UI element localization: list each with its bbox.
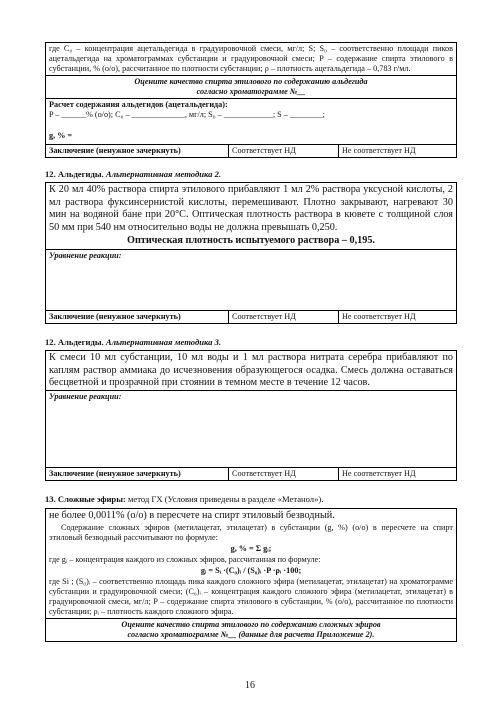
section-13-method: метод ГХ (Условия приведены в разделе «Метанол»). bbox=[127, 494, 324, 505]
complies-option[interactable]: Соответствует НД bbox=[229, 311, 339, 323]
reaction-label: Уравнение реакции: bbox=[49, 392, 122, 402]
optical-density-result: Оптическая плотность испытуемого раствора – 0,195. bbox=[127, 235, 375, 247]
calc-title: Расчет содержания альдегидов (ацетальдегида): bbox=[49, 100, 228, 109]
assessment-line-2: согласно хроматограмме №__ (данные для расчета Приложение 2). bbox=[127, 630, 375, 640]
section-12b-heading bbox=[45, 337, 457, 347]
assessment-line-2: согласно хроматограмме №__ bbox=[196, 87, 306, 96]
conclusion-row bbox=[46, 467, 456, 480]
conclusion-row bbox=[46, 310, 456, 323]
complies-option[interactable]: Соответствует НД bbox=[229, 468, 339, 480]
definitions-paragraph: где C₀ – концентрация ацетальдегида в градуировочной смеси, мг/л; S; S₀ – соответственно площади пиков ацетальдегида на хроматограммах субстанции и градуировочной смеси; P – содержание спирта этилового в субстанции, % (о/о), рассчитанное по плотности субстанции; ρ – плотность ацетальдегида – 0,783 г/мл. bbox=[49, 44, 453, 73]
formula-sum: g, % = Σ gᵢ; bbox=[230, 544, 272, 554]
section-12b-title: 12. Альдегиды. bbox=[45, 336, 104, 347]
section-12b-text: К смеси 10 мл субстанции, 10 мл воды и 1 мл раствора нитрата серебра прибавляют по каплям раствор аммиака до исчезновения образующегося осадка. Смесь должна оставаться бесцветной и прозрачной при стоянии в темном месте в течение 12 часов. bbox=[49, 352, 453, 389]
not-complies-option[interactable]: Не соответствует НД bbox=[342, 311, 416, 321]
conclusion-label bbox=[46, 311, 229, 323]
assessment-line-1: Оцените качество спирта этилового по содержанию сложных эфиров bbox=[121, 620, 381, 630]
section-13-title: 13. Сложные эфиры: bbox=[45, 494, 126, 505]
section-12-method: Альтернативная методика 2. bbox=[105, 169, 222, 179]
conclusion-text: Заключение (ненужное зачеркнуть) bbox=[49, 469, 181, 479]
section-13-para3: где Si ; (S₀)ᵢ – соответственно площадь пика каждого сложного эфира (метилацетат, этилацетат) на хроматограмме субстанции и градуировочной смеси; (C₀)ᵢ – концентрация каждого сложного эфира (метилацетат, этилацетат) в градуировочной смеси, мг/л; P – содержание спирта этилового в субстанции, % (о/о), рассчитанное по плотности субстанции; ρᵢ – плотность каждого сложного эфира. bbox=[49, 577, 453, 617]
section-12-title: 12. Альдегиды. bbox=[45, 169, 104, 179]
section-13-assessment bbox=[46, 618, 456, 641]
section-12-text: К 20 мл 40% раствора спирта этилового прибавляют 1 мл 2% раствора уксусной кислоты, 2 мл раствора фуксинсернистой кислоты, перемешивают. Плотно закрывают, нагревают 30 мин на водяной бане при 20°С. Оптическая плотность раствора в кювете с толщиной слоя 50 мм при 540 нм относительно воды не должна превышать 0,250. bbox=[49, 184, 453, 233]
not-complies-option[interactable]: Не соответствует НД bbox=[342, 469, 416, 479]
reaction-area[interactable] bbox=[46, 249, 456, 310]
conclusion-text: Заключение (ненужное зачеркнуть) bbox=[49, 146, 181, 155]
calc-fields[interactable]: P – ______% (о/о); C₀ – _____________, мг/л; S₀ – ____________; S – ________; bbox=[49, 110, 325, 119]
section-12-box bbox=[45, 182, 457, 323]
result-field[interactable]: g, % = bbox=[49, 131, 73, 140]
conclusion-row bbox=[46, 144, 456, 157]
aldehyde-calc-box bbox=[45, 42, 457, 158]
section-13-heading bbox=[45, 494, 457, 504]
reaction-label: Уравнение реакции: bbox=[49, 250, 122, 260]
conclusion-label bbox=[46, 145, 229, 157]
complies-option[interactable]: Соответствует НД bbox=[229, 145, 339, 157]
section-13-para1: Содержание сложных эфиров (метилацетат, этилацетат) в субстанции (g, %) (о/о) в пересчете на спирт этиловый безводный рассчитывают по формуле: bbox=[49, 523, 453, 543]
conclusion-text: Заключение (ненужное зачеркнуть) bbox=[49, 311, 181, 321]
calc-section bbox=[46, 98, 456, 144]
section-13-para2: где gᵢ – концентрация каждого из сложных эфиров, рассчитанная по формуле: bbox=[49, 555, 321, 565]
reaction-area[interactable] bbox=[46, 390, 456, 467]
page-number: 16 bbox=[245, 680, 255, 691]
not-complies-option[interactable]: Не соответствует НД bbox=[342, 146, 416, 155]
document-page bbox=[45, 42, 457, 642]
conclusion-label bbox=[46, 468, 229, 480]
assessment-instruction bbox=[46, 75, 456, 98]
section-12b-method: Альтернативная методика 3. bbox=[105, 336, 222, 347]
section-13-box bbox=[45, 508, 457, 642]
formula-gi: gᵢ = Sᵢ ·(C₀)ᵢ / (S₀)ᵢ ·P ·ρᵢ ·100; bbox=[200, 566, 302, 576]
section-13-limit: не более 0,0011% (о/о) в пересчете на спирт этиловый безводный. bbox=[49, 509, 335, 521]
section-12b-box bbox=[45, 350, 457, 481]
assessment-line-1: Оцените качество спирта этилового по содержанию альдегида bbox=[134, 77, 368, 86]
section-12-heading bbox=[45, 169, 457, 179]
